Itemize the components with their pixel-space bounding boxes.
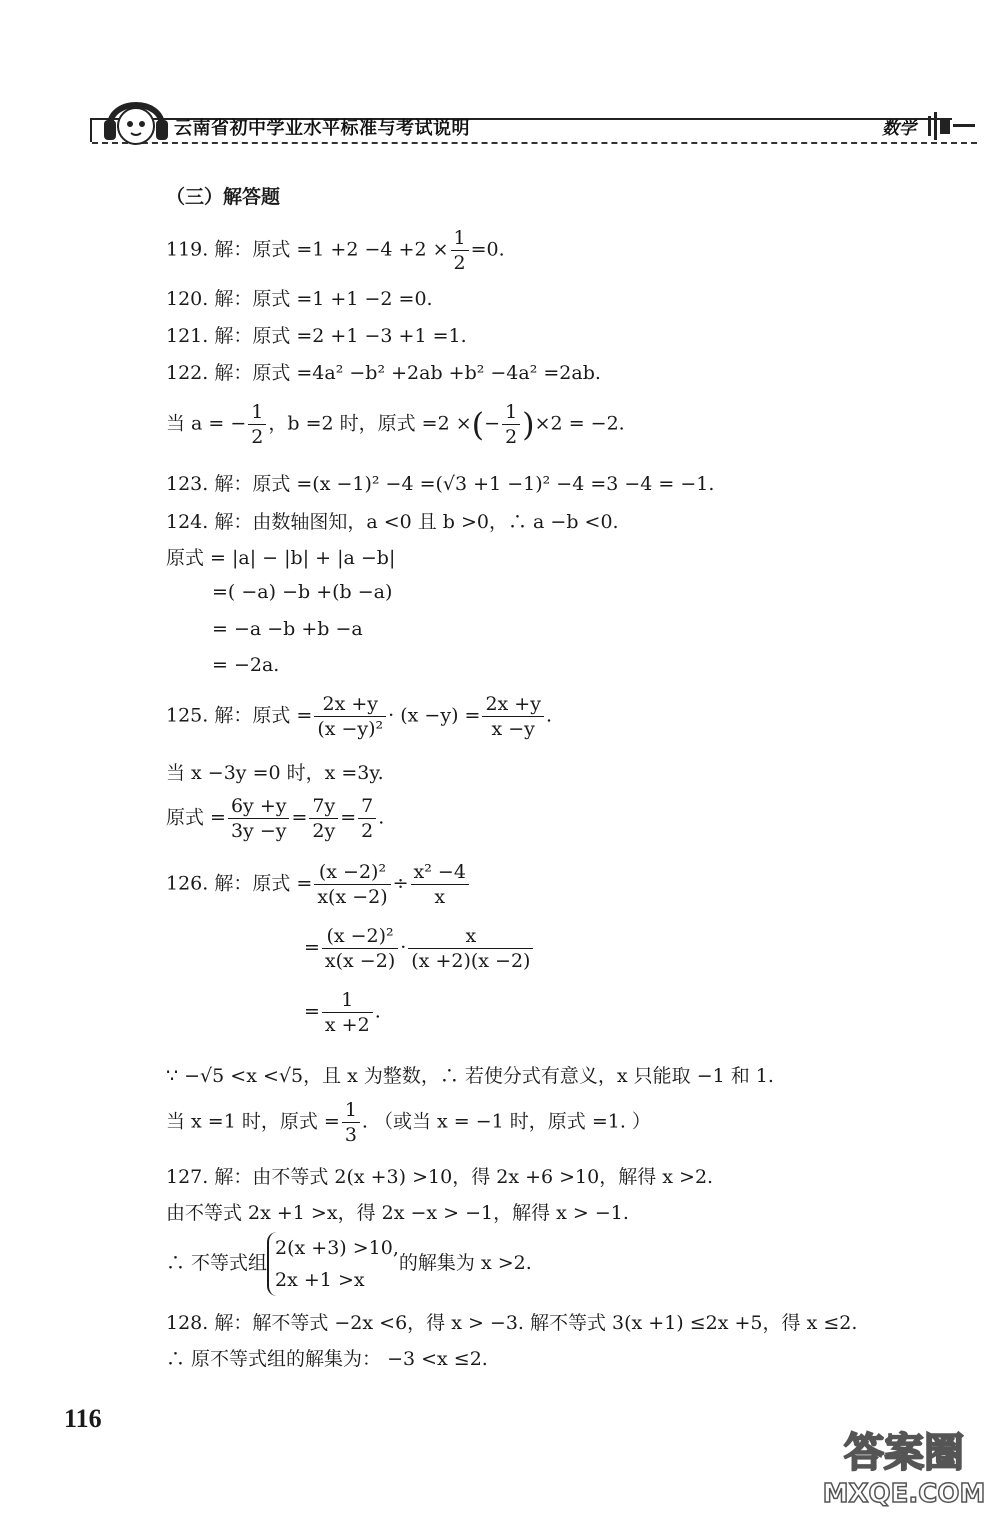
solution-123: 123. 解：原式 =(x −1)² −4 =(√3 +1 −1)² −4 =3 −4 = −1. [166, 473, 715, 495]
solution-122: 122. 解：原式 =4a² −b² +2ab +b² −4a² =2ab. [166, 362, 601, 384]
fraction [408, 924, 533, 973]
solution-128: 128. 解：解不等式 −2x <6，得 x > −3. 解不等式 3(x +1) ≤2x +5，得 x ≤2. [166, 1312, 858, 1334]
solution-126-step1 [304, 924, 535, 973]
fraction [248, 400, 266, 449]
solution-126-step2 [304, 988, 381, 1037]
equation-text: 当 x =1 时，原式 = [166, 1110, 340, 1133]
equation-text: = [304, 936, 320, 959]
solution-127: 127. 解：由不等式 2(x +3) >10，得 2x +6 >10，解得 x >2. [166, 1166, 714, 1188]
solution-122-substitution [166, 400, 625, 449]
numerator: 7y [312, 795, 336, 817]
numerator: x² −4 [413, 861, 466, 883]
equation-text: =0. [470, 238, 505, 261]
solution-124-step2: =( −a) −b +(b −a) [212, 581, 393, 603]
equation-text: = [304, 1000, 320, 1023]
inequality-2: 2x +1 >x [275, 1269, 365, 1291]
denominator: (x +2)(x −2) [408, 948, 533, 973]
fraction [314, 860, 390, 909]
equation-text: ，b =2 时，原式 =2 × [268, 412, 472, 435]
numerator: 2x +y [485, 693, 541, 715]
denominator: (x −y)² [314, 716, 386, 741]
numerator: 1 [251, 401, 264, 423]
solution-126-result [166, 1098, 651, 1147]
solution-125-result [166, 794, 384, 843]
numerator: 1 [344, 1099, 357, 1121]
fraction [342, 1098, 360, 1147]
watermark-logo [814, 1420, 994, 1512]
headphone-mascot-icon [100, 86, 172, 150]
numerator: 6y +y [230, 795, 287, 817]
equation-text: ×2 = −2. [534, 412, 625, 435]
solution-119 [166, 226, 505, 275]
fraction [314, 692, 386, 741]
equation-text: . [545, 704, 552, 727]
equation-text: = [340, 806, 357, 829]
numerator: x [465, 925, 477, 947]
denominator: 2y [309, 818, 338, 843]
paren: ( [471, 405, 485, 444]
solution-121: 121. 解：原式 =2 +1 −3 +1 =1. [166, 325, 467, 347]
svg-text:答案圈: 答案圈 [844, 1430, 964, 1476]
solution-125 [166, 692, 552, 741]
fraction [322, 924, 398, 973]
equation-text: 119. 解：原式 =1 +2 −4 +2 × [166, 238, 449, 261]
numerator: 1 [341, 989, 354, 1011]
numerator: 1 [505, 401, 518, 423]
equation-text: = [291, 806, 308, 829]
equation-text: · (x −y) = [388, 704, 481, 727]
equation-text: 的解集为 x >2. [398, 1252, 532, 1274]
fraction [322, 988, 373, 1037]
subject-label: 数学 [882, 119, 916, 139]
equation-text: 原式 = [166, 806, 226, 829]
solution-124-step1: 原式 = |a| − |b| + |a −b| [166, 547, 396, 569]
numerator: 7 [361, 795, 374, 817]
solution-126-domain: ∵ −√5 <x <√5，且 x 为整数，∴ 若使分式有意义，x 只能取 −1 和 1. [166, 1065, 774, 1087]
equation-text: ∴ 不等式组 [166, 1252, 268, 1274]
numerator: (x −2)² [318, 861, 387, 883]
equation-text: 126. 解：原式 = [166, 872, 313, 895]
denominator: 2 [502, 424, 520, 449]
equation-text: 125. 解：原式 = [166, 704, 313, 727]
denominator: x +2 [322, 1012, 373, 1037]
equation-text: · [400, 936, 407, 959]
solution-127-system [166, 1232, 532, 1296]
equation-text: 当 a = − [166, 412, 247, 435]
fraction [358, 794, 376, 843]
numerator: 2x +y [322, 693, 378, 715]
denominator: 3 [342, 1122, 360, 1147]
numerator: (x −2)² [326, 925, 394, 947]
header-rule-bottom [92, 142, 977, 144]
section-title: （三）解答题 [166, 186, 281, 208]
book-title: 云南省初中学业水平标准与考试说明 [174, 118, 470, 139]
denominator: 2 [248, 424, 266, 449]
denominator: 2 [358, 818, 376, 843]
fraction [309, 794, 338, 843]
equation-text: ÷ [392, 872, 409, 895]
solution-124: 124. 解：由数轴图知，a <0 且 b >0，∴ a −b <0. [166, 511, 619, 533]
svg-text:MXQE.COM: MXQE.COM [822, 1479, 986, 1509]
fraction [502, 400, 520, 449]
denominator: x [411, 884, 469, 909]
paren: ) [522, 405, 535, 444]
denominator: x −y [482, 716, 544, 741]
solution-126 [166, 860, 471, 909]
solution-128-result: ∴ 原不等式组的解集为： −3 <x ≤2. [166, 1348, 488, 1370]
fraction [451, 226, 469, 275]
denominator: 2 [451, 250, 469, 275]
solution-125-condition: 当 x −3y =0 时，x =3y. [166, 762, 384, 784]
fraction [482, 692, 544, 741]
fraction [411, 860, 469, 909]
page-number: 116 [64, 1404, 102, 1433]
solution-127-step1: 由不等式 2x +1 >x，得 2x −x > −1，解得 x > −1. [166, 1202, 629, 1224]
denominator: 3y −y [228, 818, 290, 843]
solution-124-step4: = −2a. [212, 654, 280, 676]
equation-text: . [374, 1000, 381, 1023]
denominator: x(x −2) [314, 884, 390, 909]
solution-124-step3: = −a −b +b −a [212, 618, 363, 640]
denominator: x(x −2) [322, 948, 398, 973]
inequality-system [267, 1232, 399, 1296]
equation-text: − [484, 412, 501, 435]
fraction [228, 794, 290, 843]
equation-text: . [378, 806, 385, 829]
sound-wave-icon [926, 108, 978, 144]
equation-text: . （或当 x = −1 时，原式 =1. ） [361, 1110, 651, 1133]
inequality-1: 2(x +3) >10, [275, 1237, 399, 1259]
numerator: 1 [453, 227, 466, 249]
solution-120: 120. 解：原式 =1 +1 −2 =0. [166, 288, 433, 310]
header-rule-tick [90, 118, 92, 142]
